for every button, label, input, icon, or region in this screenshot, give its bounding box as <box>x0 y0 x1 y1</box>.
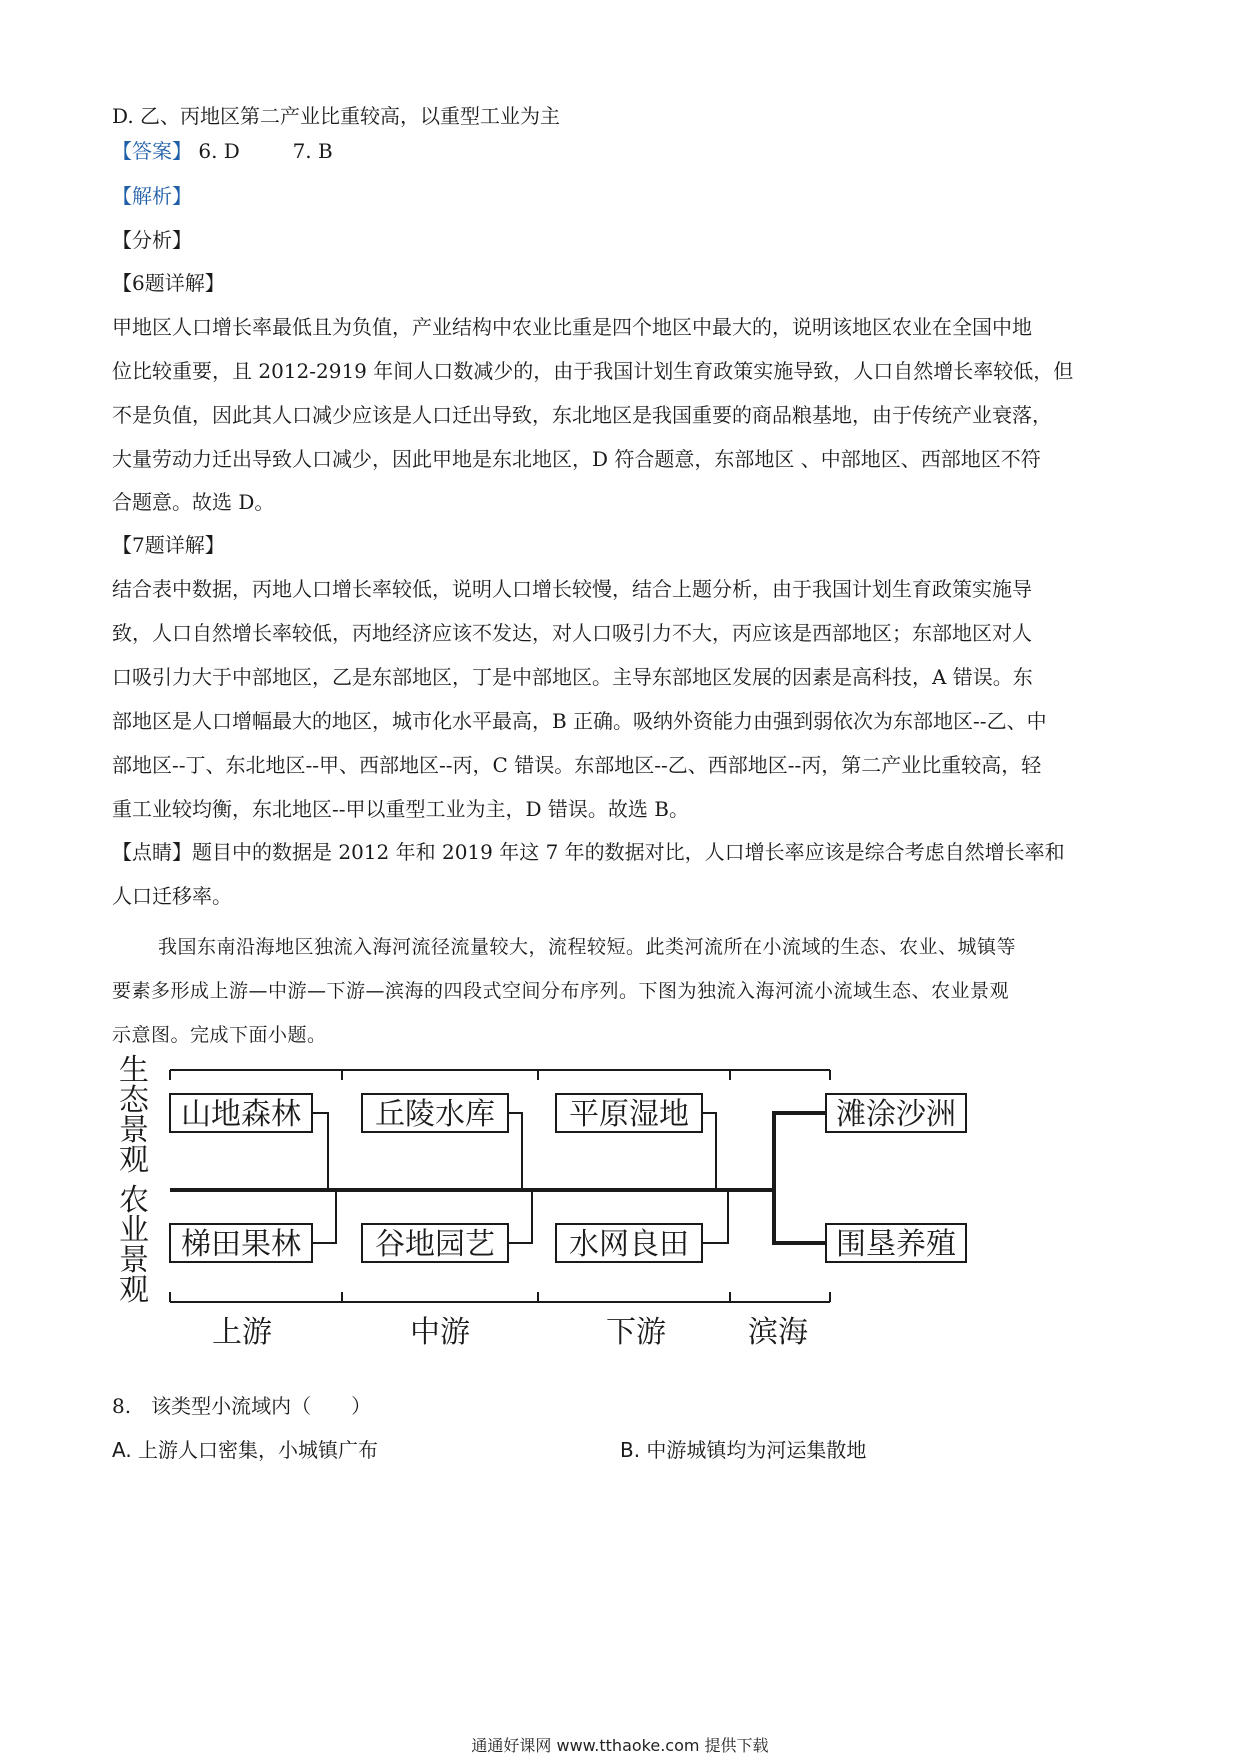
segment-label: 下游 <box>606 1315 666 1350</box>
passage-line: 我国东南沿海地区独流入海河流径流量较大，流程较短。此类河流所在小流域的生态、农业、城镇等 <box>158 936 1017 958</box>
q7-text-line: 口吸引力大于中部地区，乙是东部地区，丁是中部地区。主导东部地区发展的因素是高科技，A 错误。东 <box>112 665 1033 689</box>
eco-label: 丘陵水库 <box>375 1097 495 1132</box>
eco-label: 滩涂沙洲 <box>836 1097 956 1132</box>
side-label: 农业景观 <box>119 1183 149 1308</box>
answer-tag: 【答案】 <box>112 139 192 163</box>
dianjing-line: 人口迁移率。 <box>112 884 232 908</box>
q6-text-line: 位比较重要，且 2012-2919 年间人口数减少的，由于我国计划生育政策实施导致，人口自然增长率较低，但 <box>112 359 1074 383</box>
dianjing-line: 【点睛】题目中的数据是 2012 年和 2019 年这 7 年的数据对比，人口增长率应该是综合考虑自然增长率和 <box>112 840 1065 864</box>
option-b: B. 中游城镇均为河运集散地 <box>620 1438 867 1462</box>
segment-label: 滨海 <box>748 1315 808 1350</box>
agri-label: 谷地园艺 <box>375 1227 495 1262</box>
answer-6: 6. D <box>198 139 240 163</box>
question-8-stem: 8. 该类型小流域内（ ） <box>112 1394 372 1418</box>
segment-label: 上游 <box>212 1315 272 1350</box>
q7-text-line: 重工业较均衡，东北地区--甲以重型工业为主，D 错误。故选 B。 <box>112 797 689 821</box>
analysis-tag: 【解析】 <box>112 184 192 208</box>
q6-text-line: 不是负值，因此其人口减少应该是人口迁出导致，东北地区是我国重要的商品粮基地，由于传统产业衰落， <box>112 403 1052 427</box>
eco-label: 山地森林 <box>181 1097 301 1132</box>
eco-label: 平原湿地 <box>569 1097 689 1132</box>
q6-text-line: 大量劳动力迁出导致人口减少，因此甲地是东北地区，D 符合题意，东部地区 、中部地区、西部地区不符 <box>112 447 1041 471</box>
passage-line: 示意图。完成下面小题。 <box>112 1024 327 1046</box>
q6-text-line: 甲地区人口增长率最低且为负值，产业结构中农业比重是四个地区中最大的，说明该地区农业在全国中地 <box>112 315 1032 339</box>
option-d-line: D. 乙、丙地区第二产业比重较高，以重型工业为主 <box>112 104 561 128</box>
agri-label: 水网良田 <box>569 1227 689 1262</box>
q7-text-line: 结合表中数据，丙地人口增长率较低，说明人口增长较慢，结合上题分析，由于我国计划生育政策实施导 <box>112 577 1032 601</box>
side-label: 生态景观 <box>119 1053 149 1178</box>
fenxi-heading: 【分析】 <box>112 228 192 252</box>
answer-7: 7. B <box>292 139 333 163</box>
q7-text-line: 部地区是人口增幅最大的地区，城市化水平最高，B 正确。吸纳外资能力由强到弱依次为东部地区--乙、中 <box>112 709 1047 733</box>
q7-text-line: 致，人口自然增长率较低，丙地经济应该不发达，对人口吸引力不大，丙应该是西部地区；东部地区对人 <box>112 621 1032 645</box>
footer-watermark: 通通好课网 www.tthaoke.com 提供下载 <box>471 1736 769 1755</box>
q7-text-line: 部地区--丁、东北地区--甲、西部地区--丙，C 错误。东部地区--乙、西部地区--丙，第二产业比重较高，轻 <box>112 753 1042 777</box>
segment-label: 中游 <box>410 1315 470 1350</box>
agri-label: 围垦养殖 <box>836 1227 956 1262</box>
passage-line: 要素多形成上游—中游—下游—滨海的四段式空间分布序列。下图为独流入海河流小流域生态、农业景观 <box>112 980 1010 1002</box>
q7-detail-heading: 【7题详解】 <box>112 533 225 557</box>
option-a: A. 上游人口密集，小城镇广布 <box>112 1438 379 1462</box>
q6-text-line: 合题意。故选 D。 <box>112 490 275 514</box>
agri-label: 梯田果林 <box>181 1227 301 1262</box>
q6-detail-heading: 【6题详解】 <box>112 271 225 295</box>
